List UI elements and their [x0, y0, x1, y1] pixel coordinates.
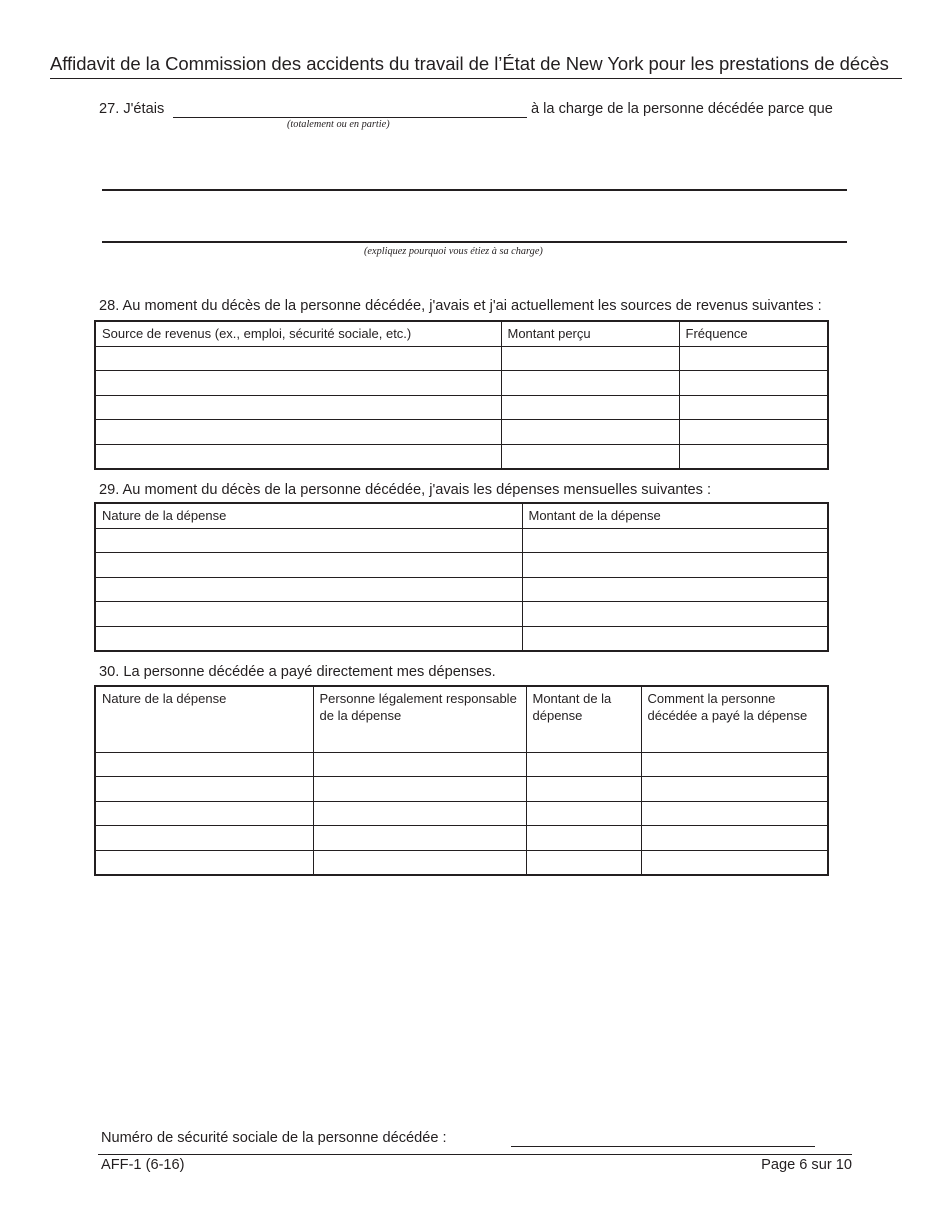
table-cell[interactable] [95, 444, 501, 469]
paid-expenses-table [94, 685, 829, 876]
paid-header-nature: Nature de la dépense [95, 686, 313, 752]
table-cell[interactable] [501, 420, 679, 445]
footer-divider [98, 1154, 852, 1155]
table-cell[interactable] [95, 553, 522, 578]
q27-explain-hint: (expliquez pourquoi vous étiez à sa charge) [364, 246, 543, 257]
table-cell[interactable] [522, 602, 828, 627]
ssn-label: Numéro de sécurité sociale de la personne décédée : [101, 1130, 447, 1146]
table-row [95, 420, 828, 445]
income-header-source: Source de revenus (ex., emploi, sécurité sociale, etc.) [95, 321, 501, 346]
income-header-amount: Montant perçu [501, 321, 679, 346]
table-row [95, 602, 828, 627]
table-cell[interactable] [95, 826, 313, 851]
table-cell[interactable] [522, 577, 828, 602]
table-cell[interactable] [501, 371, 679, 396]
table-row [95, 826, 828, 851]
table-row [95, 395, 828, 420]
table-cell[interactable] [679, 395, 828, 420]
table-row [95, 444, 828, 469]
paid-header-responsible: Personne légalement responsable de la dépense [313, 686, 526, 752]
expenses-header-amount: Montant de la dépense [522, 503, 828, 528]
table-row [95, 801, 828, 826]
table-cell[interactable] [95, 752, 313, 777]
table-cell[interactable] [679, 420, 828, 445]
table-cell[interactable] [641, 826, 828, 851]
income-header-frequency: Fréquence [679, 321, 828, 346]
table-row [95, 346, 828, 371]
table-cell[interactable] [95, 801, 313, 826]
q30-text: 30. La personne décédée a payé directement mes dépenses. [99, 664, 496, 680]
table-cell[interactable] [526, 801, 641, 826]
q27-explain-line-1[interactable] [102, 189, 847, 191]
table-row [95, 850, 828, 875]
table-cell[interactable] [95, 420, 501, 445]
table-cell[interactable] [526, 752, 641, 777]
table-cell[interactable] [526, 826, 641, 851]
table-cell[interactable] [95, 850, 313, 875]
table-cell[interactable] [522, 528, 828, 553]
header-divider [50, 78, 902, 79]
ssn-field[interactable] [511, 1146, 815, 1147]
table-cell[interactable] [522, 553, 828, 578]
table-cell[interactable] [313, 777, 526, 802]
table-cell[interactable] [313, 850, 526, 875]
table-cell[interactable] [641, 801, 828, 826]
table-cell[interactable] [313, 752, 526, 777]
table-cell[interactable] [641, 777, 828, 802]
table-row [95, 777, 828, 802]
table-row [95, 626, 828, 651]
table-cell[interactable] [95, 577, 522, 602]
form-id: AFF-1 (6-16) [101, 1157, 185, 1173]
table-cell[interactable] [679, 371, 828, 396]
table-cell[interactable] [313, 801, 526, 826]
q27-explain-line-2[interactable] [102, 241, 847, 243]
table-cell[interactable] [313, 826, 526, 851]
monthly-expenses-table [94, 502, 829, 652]
page-number: Page 6 sur 10 [761, 1157, 852, 1173]
table-cell[interactable] [526, 850, 641, 875]
table-cell[interactable] [679, 346, 828, 371]
table-cell[interactable] [501, 444, 679, 469]
income-sources-table [94, 320, 829, 470]
table-row [95, 752, 828, 777]
table-cell[interactable] [641, 752, 828, 777]
table-row [95, 553, 828, 578]
table-cell[interactable] [526, 777, 641, 802]
paid-header-method: Comment la personne décédée a payé la dépense [641, 686, 828, 752]
page-title: Affidavit de la Commission des accidents du travail de l’État de New York pour les prestations de décès [50, 53, 889, 74]
q28-text: 28. Au moment du décès de la personne décédée, j'avais et j'ai actuellement les sources de revenus suivantes : [99, 298, 822, 314]
table-cell[interactable] [95, 777, 313, 802]
table-row [95, 371, 828, 396]
table-cell[interactable] [679, 444, 828, 469]
table-cell[interactable] [95, 528, 522, 553]
table-cell[interactable] [641, 850, 828, 875]
q27-lead: 27. J'étais [99, 101, 165, 117]
table-cell[interactable] [501, 346, 679, 371]
table-row [95, 528, 828, 553]
table-cell[interactable] [95, 626, 522, 651]
table-cell[interactable] [95, 371, 501, 396]
q29-text: 29. Au moment du décès de la personne décédée, j'avais les dépenses mensuelles suivantes : [99, 482, 712, 498]
paid-header-amount: Montant de la dépense [526, 686, 641, 752]
table-cell[interactable] [95, 395, 501, 420]
table-row [95, 577, 828, 602]
expenses-header-nature: Nature de la dépense [95, 503, 522, 528]
table-cell[interactable] [522, 626, 828, 651]
table-cell[interactable] [95, 346, 501, 371]
table-cell[interactable] [501, 395, 679, 420]
table-cell[interactable] [95, 602, 522, 627]
q27-tail: à la charge de la personne décédée parce que [531, 101, 833, 117]
q27-dependency-field[interactable] [173, 117, 527, 118]
q27-dependency-hint: (totalement ou en partie) [287, 119, 390, 130]
